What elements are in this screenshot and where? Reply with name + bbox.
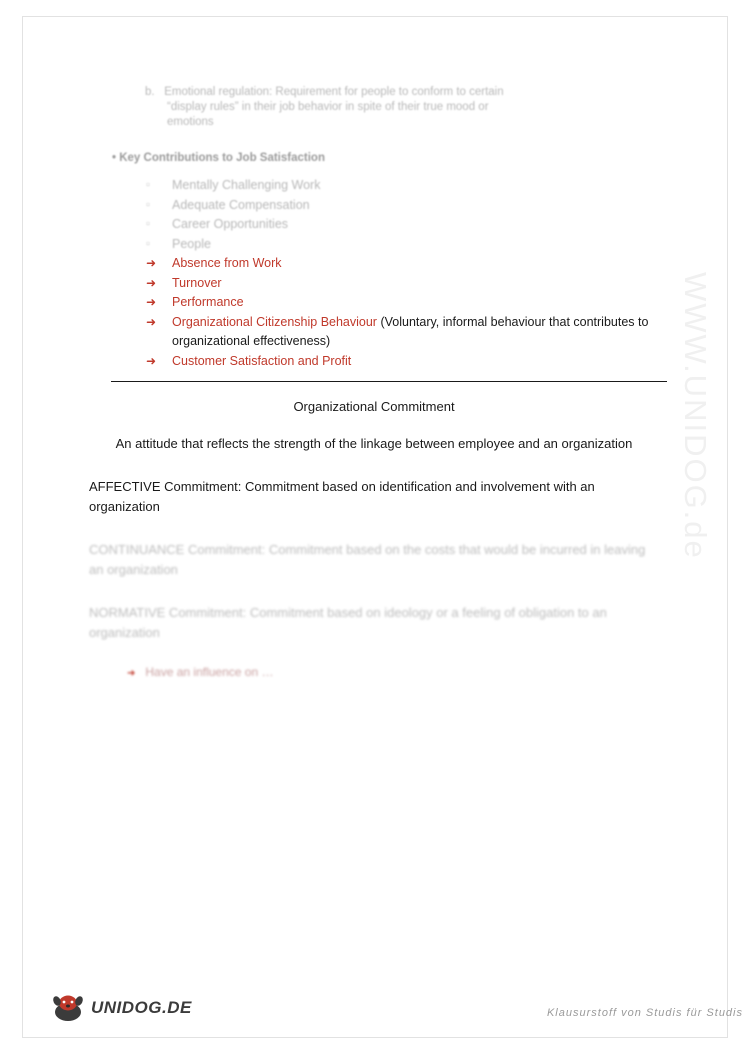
page-footer: [45, 987, 750, 1029]
footer-tagline: Klausurstoff von Studis für Studis: [546, 1007, 743, 1019]
document-page: [22, 16, 743, 1038]
list-item-label: Adequate Compensation: [172, 197, 310, 212]
list-item-label: Turnover: [172, 275, 222, 290]
arrow-bullet-icon: ➜: [146, 275, 157, 290]
square-bullet-icon: ▫: [146, 179, 150, 191]
arrow-bullet-icon: ➜: [146, 256, 157, 270]
arrow-bullet-icon: ➜: [146, 295, 157, 309]
dog-icon: [51, 993, 85, 1023]
list-item: [146, 254, 659, 274]
top-note-marker: b.: [145, 86, 155, 98]
list-item-label: Performance: [172, 295, 244, 309]
square-bullet-icon: ▫: [146, 237, 150, 250]
watermark: WWW.UNIDOG.de: [678, 272, 713, 560]
list-item: [146, 293, 659, 313]
list-item-label: Organizational Citizenship Behaviour: [172, 314, 377, 329]
section-heading-label: Key Contributions to Job Satisfaction: [119, 152, 325, 164]
list-item-label: Career Opportunities: [172, 217, 289, 231]
list-item: [146, 176, 659, 196]
paragraph-continuance: CONTINUANCE Commitment: Commitment based on the costs that would be incurred in leaving an organization: [89, 542, 646, 577]
horizontal-divider: [111, 381, 667, 382]
logo-text: UNIDOG.DE: [91, 998, 192, 1017]
contributions-list: [146, 176, 659, 371]
top-note-line-1: [145, 85, 637, 100]
list-item-label-wrapper: [172, 313, 659, 352]
list-item: [146, 196, 659, 216]
top-note-line-3: emotions: [167, 116, 214, 128]
document-content: [89, 85, 659, 679]
final-note-label: Have an influence on …: [145, 665, 274, 679]
list-item: [146, 235, 659, 255]
list-item-label: Customer Satisfaction and Profit: [172, 353, 352, 368]
top-note-text-1: Emotional regulation: Requirement for people to conform to certain: [164, 86, 504, 98]
unidog-logo: [51, 993, 192, 1023]
list-item: [146, 313, 659, 352]
list-item: [146, 274, 659, 294]
arrow-bullet-icon: ➜: [127, 668, 136, 679]
final-note: [127, 665, 659, 679]
top-note: [89, 85, 659, 130]
list-item-label: People: [172, 236, 211, 251]
paragraph-normative: NORMATIVE Commitment: Commitment based on ideology or a feeling of obligation to an organization: [89, 605, 607, 640]
arrow-bullet-icon: ➜: [146, 314, 157, 329]
list-item-label: Absence from Work: [172, 256, 282, 270]
section-heading: • Key Contributions to Job Satisfaction: [112, 152, 325, 164]
list-item: [146, 352, 659, 372]
commitment-title: Organizational Commitment: [293, 399, 455, 414]
top-note-line-2: “display rules” in their job behavior in spite of their true mood or: [167, 101, 489, 113]
list-item-label: Mentally Challenging Work: [172, 178, 321, 192]
paragraph-affective: AFFECTIVE Commitment: Commitment based on identification and involvement with an organization: [89, 479, 595, 514]
list-item-note: (Voluntary, informal behaviour that contributes to organizational effectiveness): [172, 314, 649, 348]
commitment-intro: An attitude that reflects the strength of the linkage between employee and an organization: [115, 436, 633, 451]
square-bullet-icon: ▫: [146, 198, 150, 211]
square-bullet-icon: ▫: [146, 218, 150, 230]
arrow-bullet-icon: ➜: [146, 353, 157, 368]
list-item: [146, 215, 659, 235]
